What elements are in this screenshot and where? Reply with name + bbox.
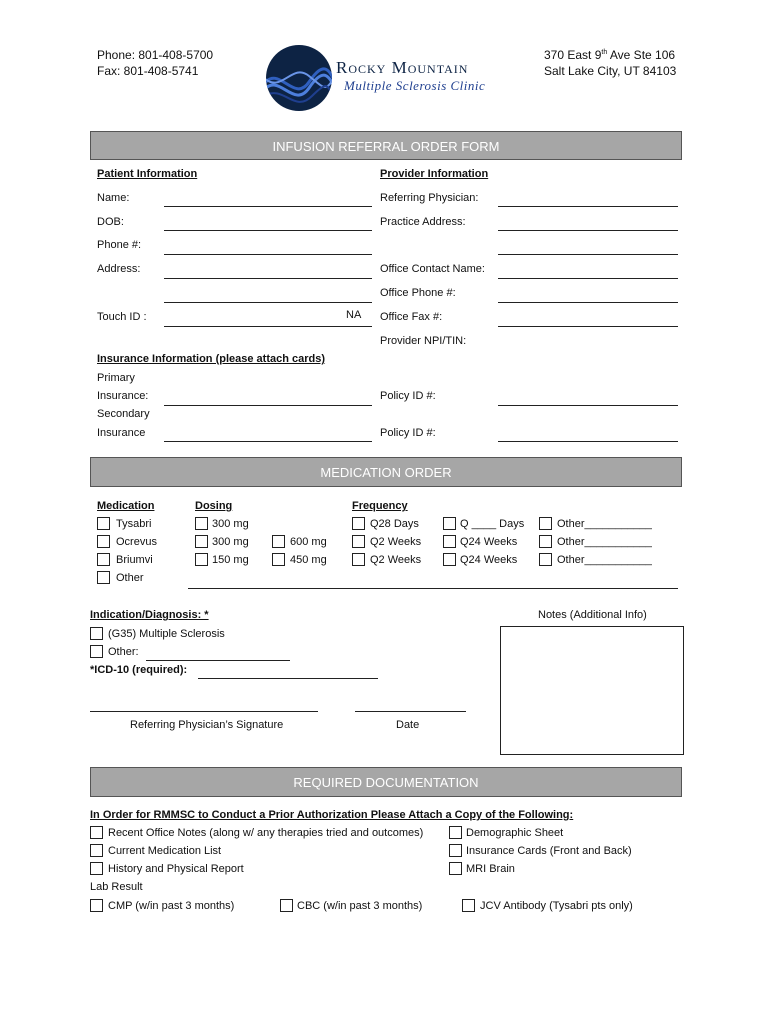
freq-q2w-a-checkbox[interactable]	[352, 535, 365, 548]
clinic-address-line1	[544, 48, 675, 62]
practice-address-field-2[interactable]	[498, 254, 678, 255]
freq-other-b-label: Other___________	[557, 536, 652, 548]
freq-other-c-checkbox[interactable]	[539, 553, 552, 566]
med-briumvi-checkbox[interactable]	[97, 553, 110, 566]
freq-q2w-a-label: Q2 Weeks	[370, 536, 422, 548]
referral-form-title: INFUSION REFERRAL ORDER FORM	[90, 131, 682, 160]
dose-300mg-a-checkbox[interactable]	[195, 517, 208, 530]
practice-address-field-1[interactable]	[498, 230, 678, 231]
diagnosis-heading: Indication/Diagnosis: *	[90, 609, 209, 621]
freq-other-c-label: Other___________	[557, 554, 652, 566]
freq-other-a-label: Other___________	[557, 518, 652, 530]
touch-id-label: Touch ID :	[97, 311, 147, 323]
primary-policy-id-label: Policy ID #:	[380, 390, 436, 402]
phone-label: Phone #:	[97, 239, 142, 251]
clinic-address-line2: Salt Lake City, UT 84103	[544, 64, 677, 78]
office-phone-label: Office Phone #:	[380, 287, 456, 299]
diagnosis-other-label: Other:	[108, 646, 139, 658]
notes-label: Notes (Additional Info)	[538, 609, 647, 621]
office-contact-field[interactable]	[498, 278, 678, 279]
doc-office-notes-label: Recent Office Notes (along w/ any therapies tried and outcomes)	[108, 827, 424, 839]
doc-med-list-checkbox[interactable]	[90, 844, 103, 857]
dose-150mg-checkbox[interactable]	[195, 553, 208, 566]
diagnosis-ms-checkbox[interactable]	[90, 627, 103, 640]
medication-order-title: MEDICATION ORDER	[90, 457, 682, 487]
secondary-policy-id-field[interactable]	[498, 441, 678, 442]
doc-office-notes-checkbox[interactable]	[90, 826, 103, 839]
logo-subtitle: Multiple Sclerosis Clinic	[344, 78, 486, 93]
med-tysabri-label: Tysabri	[116, 518, 152, 530]
dose-300mg-b-checkbox[interactable]	[195, 535, 208, 548]
primary-insurance-field[interactable]	[164, 405, 372, 406]
doc-demographic-checkbox[interactable]	[449, 826, 462, 839]
address-ordinal: th	[601, 49, 608, 56]
phone-field[interactable]	[164, 254, 372, 255]
name-field[interactable]	[164, 206, 372, 207]
clinic-phone: Phone: 801-408-5700	[97, 48, 214, 62]
signature-field[interactable]	[90, 711, 318, 712]
required-documentation-title: REQUIRED DOCUMENTATION	[90, 767, 682, 797]
med-other-label: Other	[116, 572, 144, 584]
dose-300mg-b-label: 300 mg	[212, 536, 249, 548]
freq-q28-checkbox[interactable]	[352, 517, 365, 530]
freq-q28-label: Q28 Days	[370, 518, 419, 530]
date-field[interactable]	[355, 711, 466, 712]
freq-other-a-checkbox[interactable]	[539, 517, 552, 530]
referring-physician-field[interactable]	[498, 206, 678, 207]
doc-mri-checkbox[interactable]	[449, 862, 462, 875]
diagnosis-other-checkbox[interactable]	[90, 645, 103, 658]
address-field-2[interactable]	[164, 302, 372, 303]
freq-q2w-b-label: Q2 Weeks	[370, 554, 422, 566]
doc-history-label: History and Physical Report	[108, 863, 244, 875]
freq-q24w-a-checkbox[interactable]	[443, 535, 456, 548]
lab-jcv-label: JCV Antibody (Tysabri pts only)	[480, 900, 633, 912]
clinic-logo	[264, 44, 334, 115]
doc-med-list-label: Current Medication List	[108, 845, 222, 857]
secondary-insurance-label-2: Insurance	[97, 427, 146, 439]
doc-demographic-label: Demographic Sheet	[466, 827, 564, 839]
practice-address-label: Practice Address:	[380, 216, 466, 228]
primary-insurance-label-2: Insurance:	[97, 390, 149, 402]
freq-q24w-b-checkbox[interactable]	[443, 553, 456, 566]
lab-jcv-checkbox[interactable]	[462, 899, 475, 912]
dosing-heading: Dosing	[195, 500, 233, 512]
dose-150mg-label: 150 mg	[212, 554, 249, 566]
logo-title: Rocky Mountain	[336, 58, 469, 77]
dose-600mg-checkbox[interactable]	[272, 535, 285, 548]
referring-physician-label: Referring Physician:	[380, 192, 479, 204]
address-field-1[interactable]	[164, 278, 372, 279]
insurance-info-heading: Insurance Information (please attach cards)	[97, 353, 326, 365]
med-ocrevus-label: Ocrevus	[116, 536, 157, 548]
office-fax-field[interactable]	[498, 326, 678, 327]
icd10-label: *ICD-10 (required):	[90, 664, 188, 676]
doc-insurance-cards-label: Insurance Cards (Front and Back)	[466, 845, 632, 857]
dob-field[interactable]	[164, 230, 372, 231]
med-other-field[interactable]	[188, 588, 678, 589]
address-suite: Ave Ste 106	[607, 48, 676, 62]
diagnosis-other-field[interactable]	[146, 660, 290, 661]
freq-q24w-b-label: Q24 Weeks	[460, 554, 518, 566]
office-contact-label: Office Contact Name:	[380, 263, 485, 275]
icd10-field[interactable]	[198, 678, 378, 679]
address-street: 370 East 9	[544, 48, 602, 62]
office-phone-field[interactable]	[498, 302, 678, 303]
freq-other-b-checkbox[interactable]	[539, 535, 552, 548]
touch-id-value: NA	[346, 309, 362, 321]
lab-cmp-checkbox[interactable]	[90, 899, 103, 912]
primary-insurance-label-1: Primary	[97, 372, 135, 384]
lab-cbc-label: CBC (w/in past 3 months)	[297, 900, 423, 912]
doc-history-checkbox[interactable]	[90, 862, 103, 875]
name-label: Name:	[97, 192, 130, 204]
medication-heading: Medication	[97, 500, 155, 512]
office-fax-label: Office Fax #:	[380, 311, 443, 323]
doc-mri-label: MRI Brain	[466, 863, 515, 875]
notes-textarea[interactable]	[500, 626, 684, 755]
freq-q-days-checkbox[interactable]	[443, 517, 456, 530]
dose-600mg-label: 600 mg	[290, 536, 327, 548]
provider-info-heading: Provider Information	[380, 168, 489, 180]
frequency-heading: Frequency	[352, 500, 408, 512]
med-other-checkbox[interactable]	[97, 571, 110, 584]
lab-result-label: Lab Result	[90, 881, 143, 893]
freq-q-days-label: Q ____ Days	[460, 518, 525, 530]
diagnosis-ms-label: (G35) Multiple Sclerosis	[108, 628, 225, 640]
signature-label: Referring Physician’s Signature	[130, 719, 284, 731]
med-briumvi-label: Briumvi	[116, 554, 153, 566]
secondary-policy-id-label: Policy ID #:	[380, 427, 436, 439]
med-tysabri-checkbox[interactable]	[97, 517, 110, 530]
primary-policy-id-field[interactable]	[498, 405, 678, 406]
date-label: Date	[396, 719, 420, 731]
dob-label: DOB:	[97, 216, 124, 228]
freq-q2w-b-checkbox[interactable]	[352, 553, 365, 566]
documentation-intro: In Order for RMMSC to Conduct a Prior Authorization Please Attach a Copy of the Following:	[90, 809, 574, 821]
dose-450mg-checkbox[interactable]	[272, 553, 285, 566]
freq-q24w-a-label: Q24 Weeks	[460, 536, 518, 548]
lab-cmp-label: CMP (w/in past 3 months)	[108, 900, 235, 912]
provider-npi-label: Provider NPI/TIN:	[380, 335, 467, 347]
secondary-insurance-label-1: Secondary	[97, 408, 150, 420]
med-ocrevus-checkbox[interactable]	[97, 535, 110, 548]
clinic-fax: Fax: 801-408-5741	[97, 64, 199, 78]
dose-300mg-a-label: 300 mg	[212, 518, 249, 530]
logo-mountain-icon	[264, 44, 334, 112]
dose-450mg-label: 450 mg	[290, 554, 327, 566]
doc-insurance-cards-checkbox[interactable]	[449, 844, 462, 857]
touch-id-field[interactable]	[164, 326, 372, 327]
patient-info-heading: Patient Information	[97, 168, 198, 180]
address-label: Address:	[97, 263, 141, 275]
lab-cbc-checkbox[interactable]	[280, 899, 293, 912]
secondary-insurance-field[interactable]	[164, 441, 372, 442]
